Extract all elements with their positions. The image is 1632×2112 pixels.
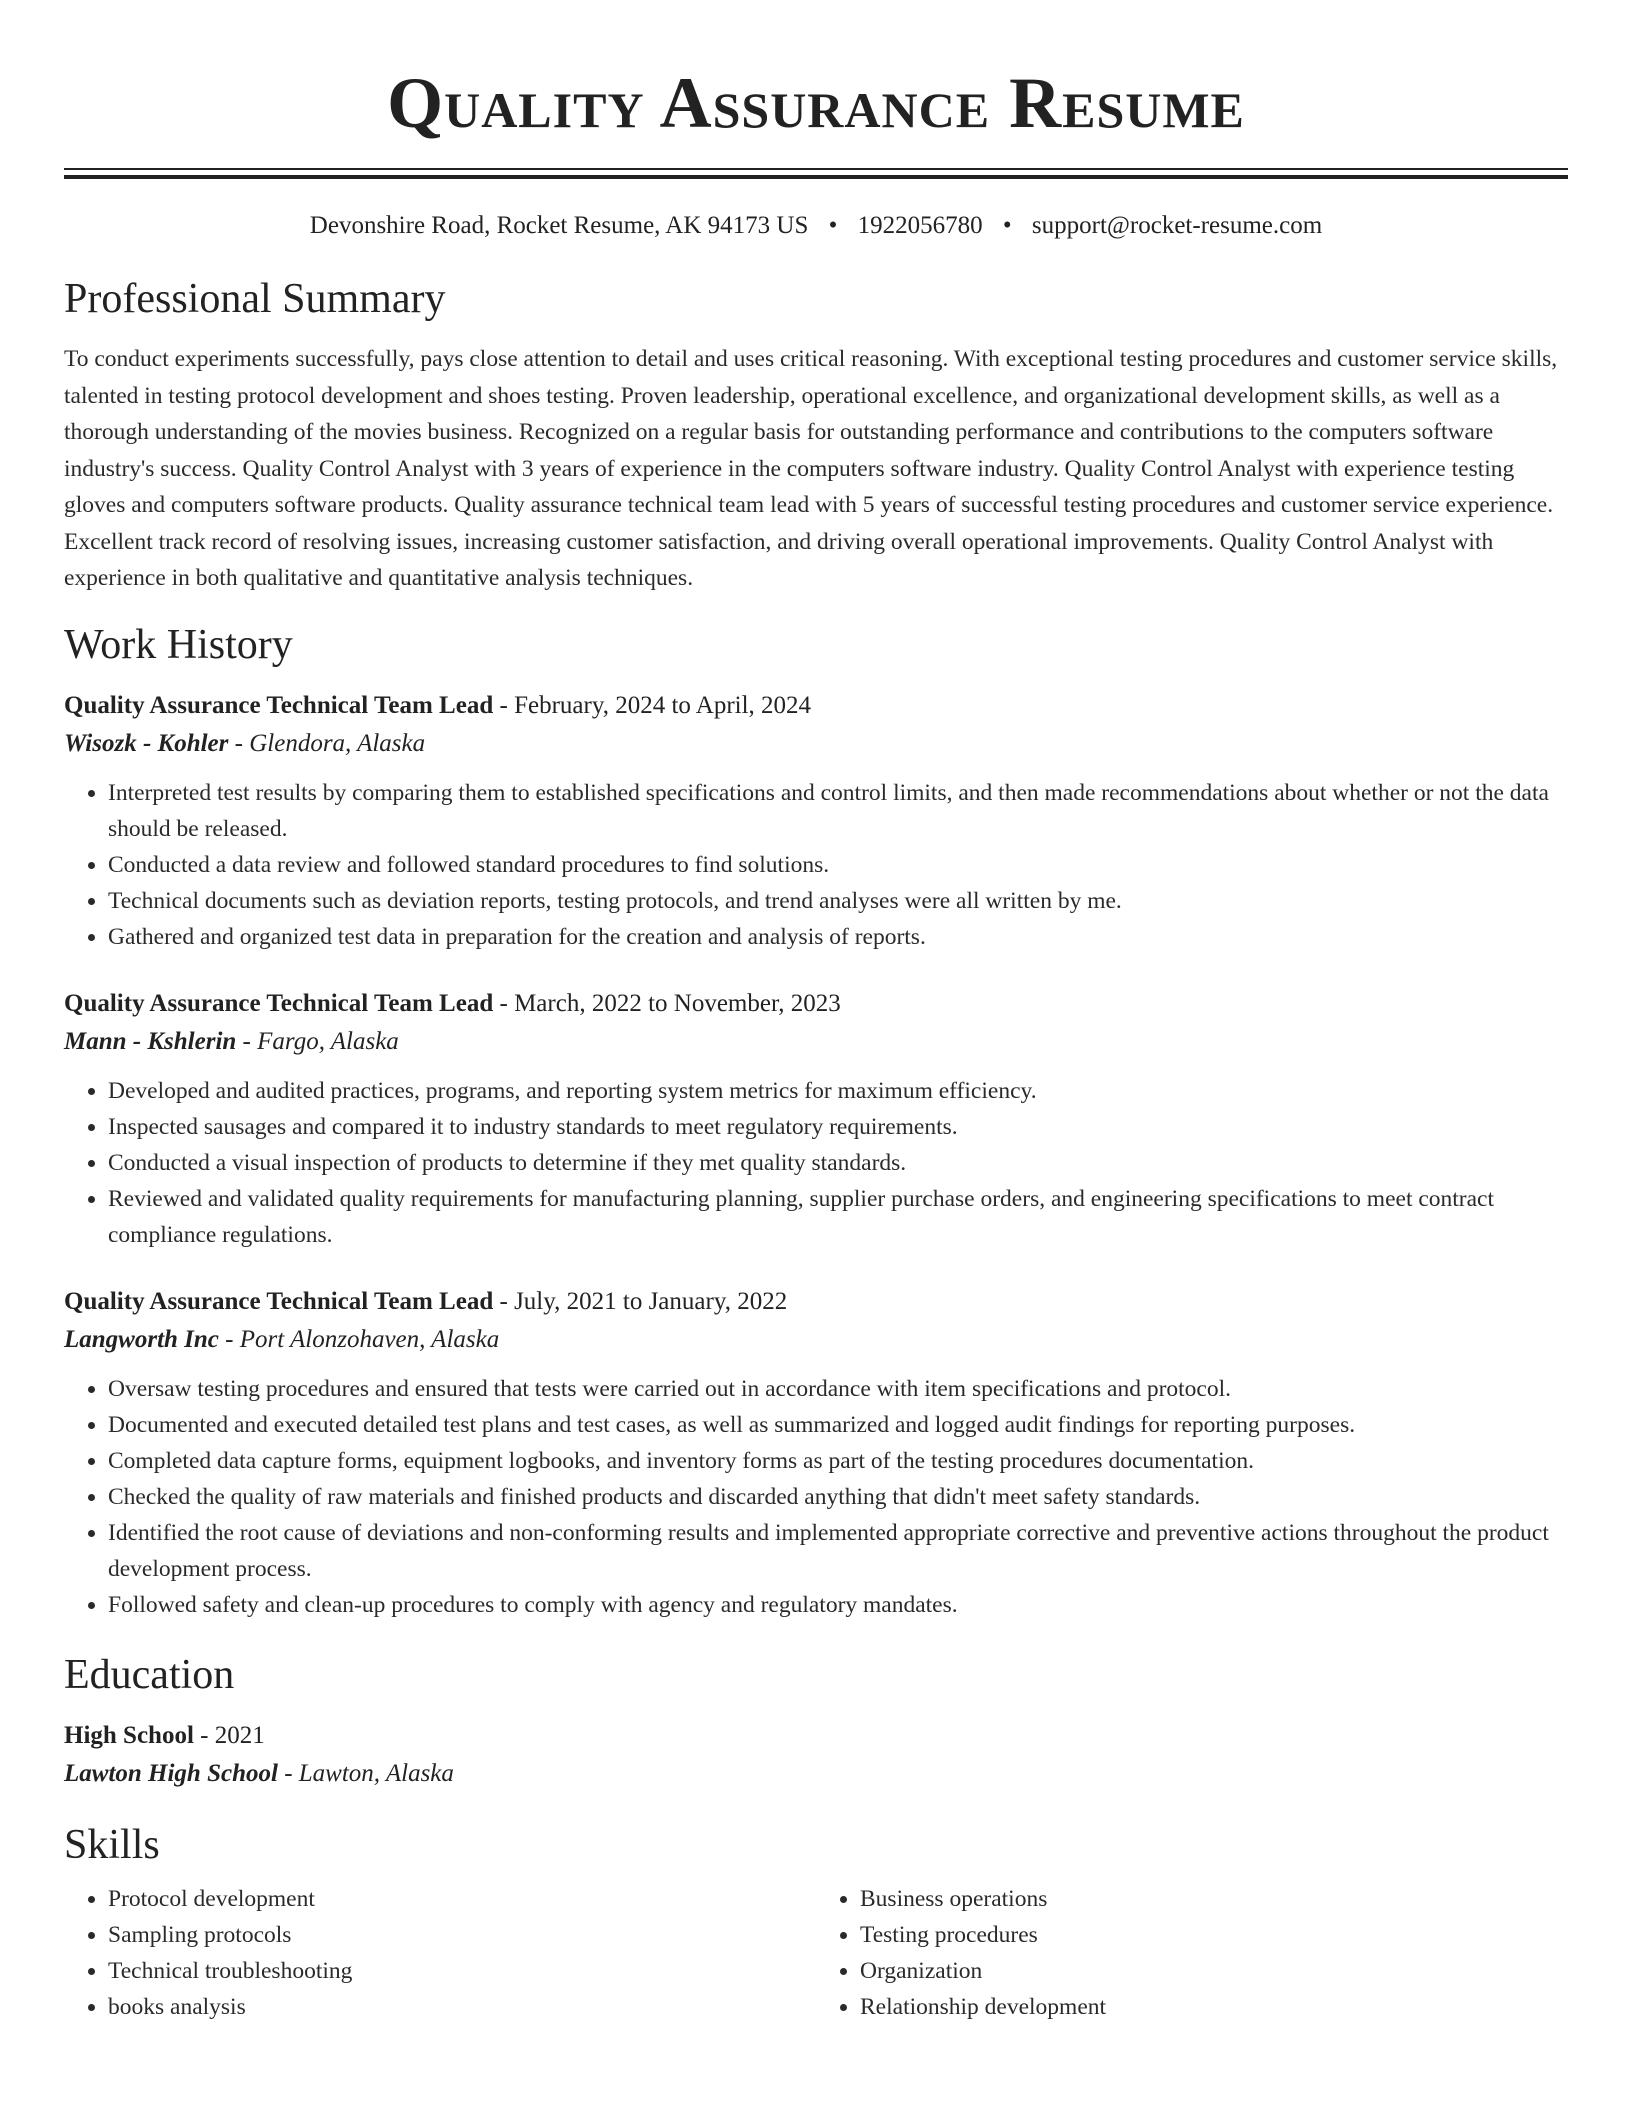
job-entry <box>64 985 1568 1253</box>
skill-item: • Protocol development <box>108 1881 816 1917</box>
job-bullet: • Interpreted test results by comparing them to established specifications and control limits, and then made recommendations about whether or not the data should be released. <box>108 775 1568 847</box>
job-bullet: • Followed safety and clean-up procedures to comply with agency and regulatory mandates. <box>108 1587 1568 1623</box>
job-company: Langworth Inc <box>64 1325 219 1353</box>
education-school-line: Lawton High School - Lawton, Alaska <box>64 1759 454 1787</box>
summary-text: To conduct experiments successfully, pays close attention to detail and uses critical reasoning. With exceptional testing procedures and customer service skills, talented in testing protocol development and shoes testing. Proven leadership, operational excellence, and organizational development skills, as well as a thorough understanding of the movies business. Recognized on a regular basis for outstanding performance and contributions to the computers software industry's success. Quality Control Analyst with 3 years of experience in the computers software industry. Quality Control Analyst with experience testing gloves and computers software products. Quality assurance technical team lead with 5 years of successful testing procedures and customer service experience. Excellent track record of resolving issues, increasing customer satisfaction, and driving overall operational improvements. Quality Control Analyst with experience in both qualitative and quantitative analysis techniques. <box>64 346 1558 591</box>
education-degree: High School <box>64 1721 194 1749</box>
contact-phone: 1922056780 <box>857 212 983 239</box>
job-bullet: • Oversaw testing procedures and ensured that tests were carried out in accordance with item specifications and protocol. <box>108 1371 1568 1407</box>
skills-heading: Skills <box>64 1821 160 1868</box>
job-bullets <box>64 775 1568 955</box>
job-bullet: • Identified the root cause of deviations and non-conforming results and implemented appropriate corrective and preventive actions throughout the product development process. <box>108 1515 1568 1587</box>
job-bullet: • Conducted a visual inspection of products to determine if they met quality standards. <box>108 1145 1568 1181</box>
job-location: Glendora, Alaska <box>249 729 426 757</box>
job-bullet: • Technical documents such as deviation reports, testing protocols, and trend analyses were all written by me. <box>108 883 1568 919</box>
job-title-line: Quality Assurance Technical Team Lead - July, 2021 to January, 2022 <box>64 1287 788 1315</box>
education-school: Lawton High School <box>64 1759 278 1787</box>
job-company-line: Wisozk - Kohler - Glendora, Alaska <box>64 729 426 757</box>
resume-page <box>64 0 1568 2025</box>
job-bullets <box>64 1371 1568 1623</box>
job-title: Quality Assurance Technical Team Lead <box>64 989 494 1017</box>
skill-item: • books analysis <box>108 1989 816 2025</box>
skill-item: • Business operations <box>860 1881 1568 1917</box>
resume-title: Quality Assurance Resume <box>387 63 1245 143</box>
skill-item: • Testing procedures <box>860 1917 1568 1953</box>
education-degree-line: High School - 2021 <box>64 1721 265 1749</box>
job-bullet: • Gathered and organized test data in preparation for the creation and analysis of reports. <box>108 919 1568 955</box>
education-location: Lawton, Alaska <box>298 1759 454 1787</box>
job-bullet: • Reviewed and validated quality requirements for manufacturing planning, supplier purchase orders, and engineering specifications to meet contract compliance regulations. <box>108 1181 1568 1253</box>
summary-heading: Professional Summary <box>64 276 446 322</box>
job-title-line: Quality Assurance Technical Team Lead - February, 2024 to April, 2024 <box>64 691 812 719</box>
job-entry <box>64 1283 1568 1623</box>
job-title: Quality Assurance Technical Team Lead <box>64 691 494 719</box>
skill-item: • Organization <box>860 1953 1568 1989</box>
job-dates: February, 2024 to April, 2024 <box>514 691 812 719</box>
job-bullet: • Completed data capture forms, equipment logbooks, and inventory forms as part of the testing procedures documentation. <box>108 1443 1568 1479</box>
job-bullet: • Checked the quality of raw materials and finished products and discarded anything that didn't meet safety standards. <box>108 1479 1568 1515</box>
skill-item: • Technical troubleshooting <box>108 1953 816 1989</box>
work-history-heading: Work History <box>64 621 293 668</box>
contact-separator: • <box>1002 212 1012 239</box>
job-entry <box>64 687 1568 955</box>
contact-email: support@rocket-resume.com <box>1031 212 1323 239</box>
education-heading: Education <box>64 1651 235 1698</box>
education-entry <box>64 1717 1568 1793</box>
job-dates: March, 2022 to November, 2023 <box>514 989 841 1017</box>
skill-item: • Relationship development <box>860 1989 1568 2025</box>
contact-separator: • <box>828 212 838 239</box>
contact-address: Devonshire Road, Rocket Resume, AK 94173 US <box>309 212 809 239</box>
job-bullets <box>64 1073 1568 1253</box>
skills-column-left <box>64 1881 816 2025</box>
skill-item: • Sampling protocols <box>108 1917 816 1953</box>
job-dates: July, 2021 to January, 2022 <box>514 1287 788 1315</box>
skills-list <box>64 1881 1568 2025</box>
skills-column-right <box>816 1881 1568 2025</box>
job-title: Quality Assurance Technical Team Lead <box>64 1287 494 1315</box>
education-year: 2021 <box>214 1721 265 1749</box>
job-location: Port Alonzohaven, Alaska <box>239 1325 500 1353</box>
title-divider-thin <box>64 168 1568 170</box>
job-title-line: Quality Assurance Technical Team Lead - March, 2022 to November, 2023 <box>64 989 841 1017</box>
job-bullet: • Conducted a data review and followed standard procedures to find solutions. <box>108 847 1568 883</box>
job-bullet: • Developed and audited practices, programs, and reporting system metrics for maximum efficiency. <box>108 1073 1568 1109</box>
job-bullet: • Inspected sausages and compared it to industry standards to meet regulatory requirements. <box>108 1109 1568 1145</box>
job-company: Mann - Kshlerin <box>64 1027 237 1055</box>
job-location: Fargo, Alaska <box>257 1027 399 1055</box>
job-company-line: Mann - Kshlerin - Fargo, Alaska <box>64 1027 399 1055</box>
contact-line <box>64 209 1568 243</box>
job-company: Wisozk - Kohler <box>64 729 229 757</box>
title-divider-thick <box>64 175 1568 179</box>
job-bullet: • Documented and executed detailed test plans and test cases, as well as summarized and logged audit findings for reporting purposes. <box>108 1407 1568 1443</box>
job-company-line: Langworth Inc - Port Alonzohaven, Alaska <box>64 1325 500 1353</box>
